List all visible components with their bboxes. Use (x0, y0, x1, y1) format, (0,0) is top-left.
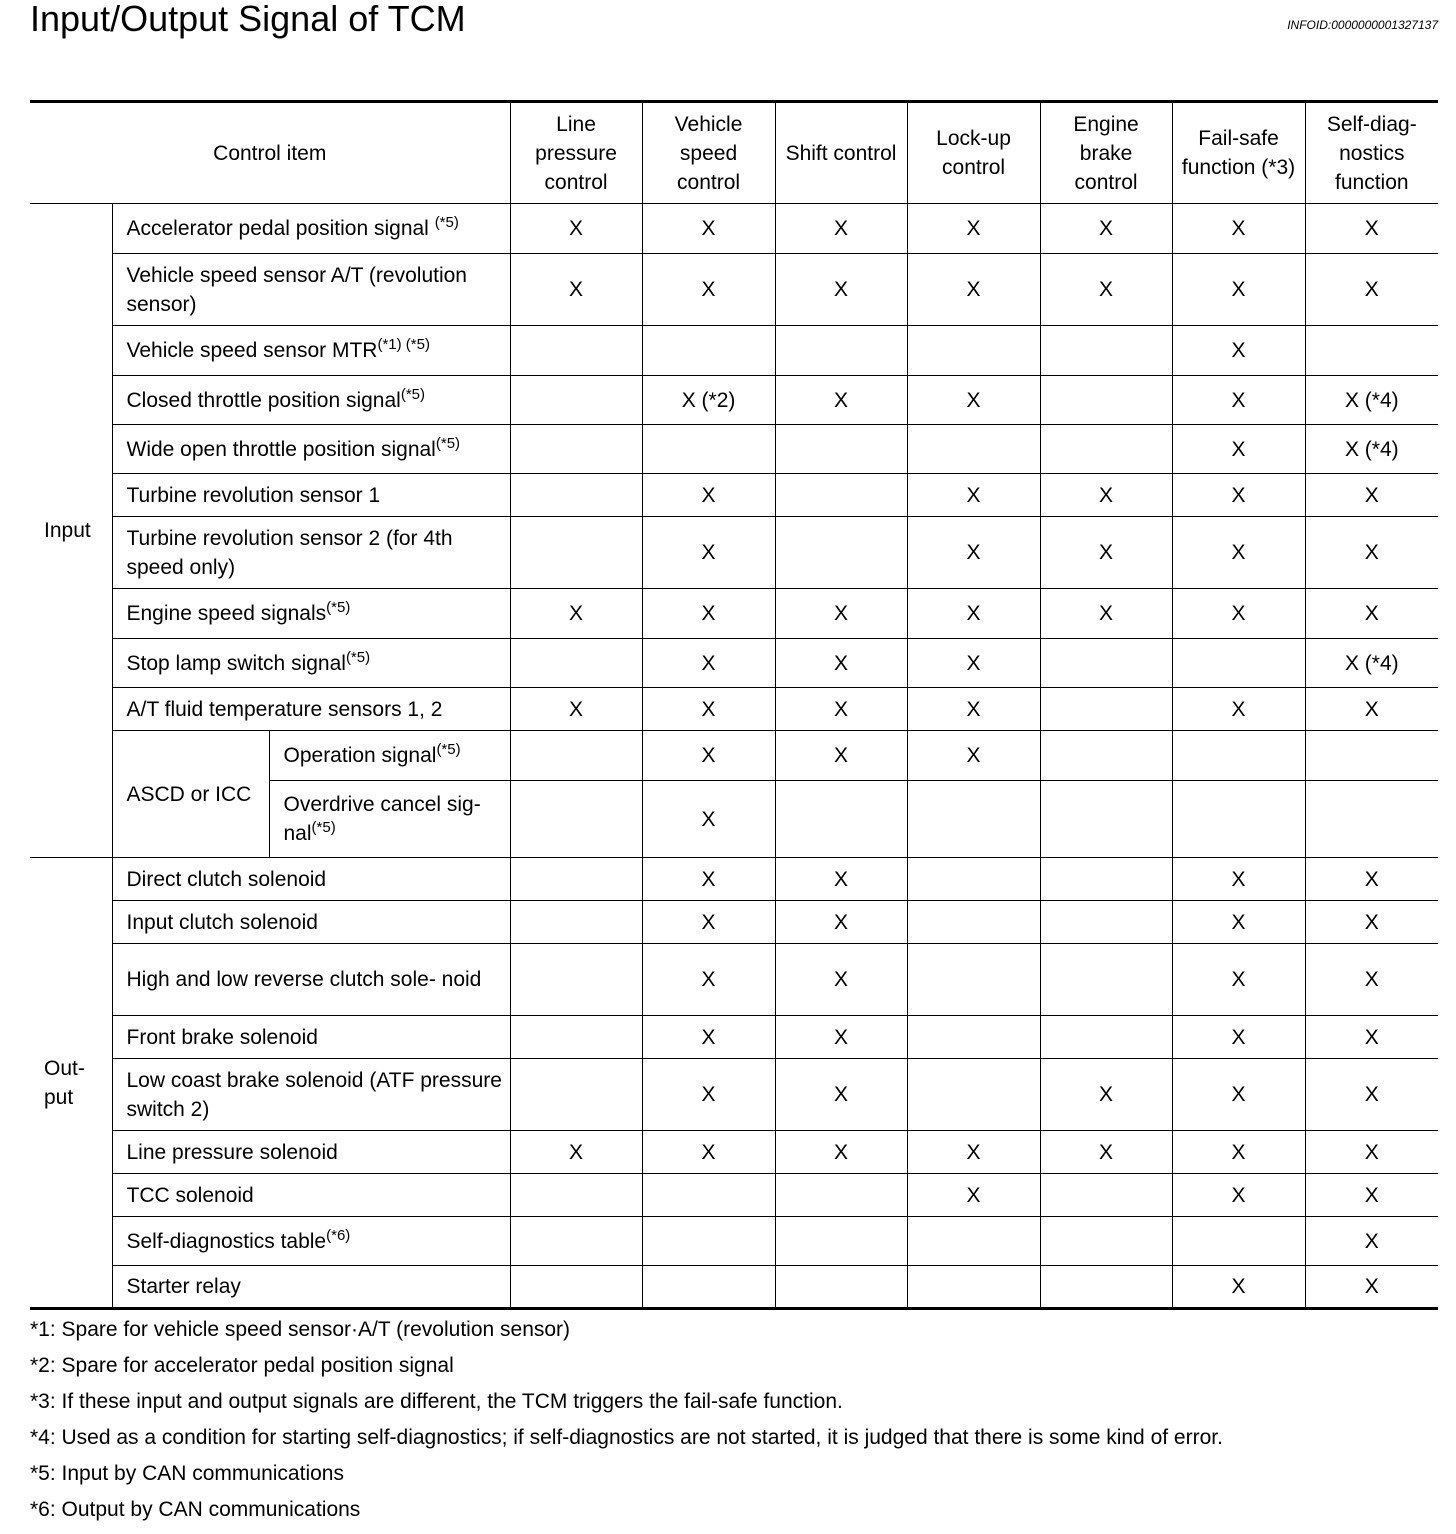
mark-cell: X (510, 254, 642, 326)
mark-cell: X (1172, 1059, 1305, 1131)
mark-cell (775, 474, 907, 517)
table-row (30, 944, 1438, 1016)
mark-cell (510, 858, 642, 901)
mark-cell: X (907, 376, 1040, 425)
table-row (30, 589, 1438, 639)
table-row (30, 688, 1438, 731)
row-label-text: High and low reverse clutch sole- noid (126, 968, 482, 991)
table-row (30, 376, 1438, 425)
mark-cell (907, 326, 1040, 376)
mark-cell (907, 1059, 1040, 1131)
footnote-ref: (*5) (311, 819, 336, 836)
io-signal-table (30, 100, 1438, 1310)
header-shift: Shift control (775, 102, 907, 204)
mark-cell (642, 1266, 775, 1309)
mark-cell (907, 1016, 1040, 1059)
mark-cell: X (642, 1131, 775, 1174)
table-row (30, 425, 1438, 474)
footnote-ref: (*5) (345, 648, 371, 666)
mark-cell: X (642, 944, 775, 1016)
footnote-ref: (*6) (326, 1226, 351, 1244)
table-row (30, 1016, 1438, 1059)
mark-cell (1305, 731, 1438, 781)
mark-cell (1040, 858, 1172, 901)
mark-cell: X (1305, 944, 1438, 1016)
mark-cell: X (775, 901, 907, 944)
mark-cell: X (510, 1131, 642, 1174)
mark-cell (510, 1016, 642, 1059)
table-row (30, 517, 1438, 589)
table-row (30, 204, 1438, 254)
row-label (112, 326, 510, 376)
group-ascd-icc: ASCD or ICC (112, 731, 269, 858)
mark-cell: X (1305, 1016, 1438, 1059)
mark-cell: X (1172, 474, 1305, 517)
row-label-text: Accelerator pedal position signal (126, 217, 435, 240)
mark-cell: X (775, 254, 907, 326)
mark-cell: X (*4) (1305, 425, 1438, 474)
mark-cell: X (642, 731, 775, 781)
footnote: *4: Used as a condition for starting self-diagnostics; if self-diagnostics are not started, it is judged that there is some kind of error. (30, 1426, 1223, 1449)
row-label-text: Operation signal (283, 744, 437, 767)
row-label (112, 944, 510, 1016)
row-label (112, 589, 510, 639)
mark-cell: X (*2) (642, 376, 775, 425)
table-row (30, 731, 1438, 781)
info-id: INFOID:0000000001327137 (1287, 18, 1438, 32)
footnotes (30, 1312, 1223, 1528)
table-row (30, 1217, 1438, 1266)
mark-cell: X (775, 731, 907, 781)
table-row (30, 858, 1438, 901)
mark-cell: X (1172, 517, 1305, 589)
mark-cell (510, 901, 642, 944)
mark-cell (510, 1174, 642, 1217)
footnote: *5: Input by CAN communications (30, 1462, 344, 1485)
row-label (112, 1016, 510, 1059)
row-label-text: Turbine revolution sensor 1 (126, 483, 381, 507)
mark-cell: X (1305, 254, 1438, 326)
header-vehicle-speed: Vehicle speed control (642, 102, 775, 204)
header-line-pressure: Line pressure control (510, 102, 642, 204)
row-label-text: Overdrive cancel sig- nal (283, 793, 481, 845)
mark-cell (1040, 639, 1172, 688)
mark-cell (907, 1266, 1040, 1309)
row-label-text: Low coast brake solenoid (ATF pressure switch 2) (126, 1068, 502, 1121)
mark-cell: X (1040, 1131, 1172, 1174)
mark-cell (775, 781, 907, 858)
mark-cell: X (1172, 1266, 1305, 1309)
mark-cell: X (642, 781, 775, 858)
mark-cell: X (642, 517, 775, 589)
row-label-text: Front brake solenoid (126, 1025, 318, 1049)
mark-cell (1040, 1016, 1172, 1059)
mark-cell (1305, 781, 1438, 858)
mark-cell: X (1040, 254, 1172, 326)
mark-cell: X (907, 731, 1040, 781)
row-label-text: Wide open throttle position signal (126, 437, 436, 461)
footnote-ref: (*5) (400, 385, 425, 403)
mark-cell (907, 858, 1040, 901)
mark-cell: X (907, 688, 1040, 731)
row-label (112, 474, 510, 517)
mark-cell: X (907, 639, 1040, 688)
mark-cell: X (510, 589, 642, 639)
table-row (30, 1059, 1438, 1131)
footnote-ref: (*5) (436, 741, 461, 758)
mark-cell: X (642, 1016, 775, 1059)
row-label (112, 1266, 510, 1309)
mark-cell: X (775, 376, 907, 425)
mark-cell: X (1172, 204, 1305, 254)
mark-cell: X (1172, 326, 1305, 376)
mark-cell: X (1172, 1131, 1305, 1174)
row-label-text: Vehicle speed sensor MTR (126, 339, 378, 362)
mark-cell: X (1040, 204, 1172, 254)
table-row (30, 901, 1438, 944)
mark-cell: X (642, 204, 775, 254)
table-row (30, 254, 1438, 326)
mark-cell: X (1305, 517, 1438, 589)
mark-cell (642, 1217, 775, 1266)
row-label (112, 1059, 510, 1131)
mark-cell: X (1172, 425, 1305, 474)
group-input: Input (30, 204, 112, 858)
mark-cell: X (642, 254, 775, 326)
header-control-item: Control item (30, 102, 510, 204)
mark-cell (1040, 731, 1172, 781)
mark-cell: X (1172, 1016, 1305, 1059)
mark-cell (510, 731, 642, 781)
mark-cell: X (1305, 589, 1438, 639)
row-label-text: Starter relay (126, 1275, 241, 1298)
table-row (30, 326, 1438, 376)
mark-cell: X (642, 1059, 775, 1131)
mark-cell: X (775, 204, 907, 254)
mark-cell: X (642, 639, 775, 688)
footnote-ref: (*5) (434, 214, 459, 231)
mark-cell: X (1305, 1174, 1438, 1217)
mark-cell: X (642, 589, 775, 639)
mark-cell (1040, 688, 1172, 731)
header-lock-up: Lock-up control (907, 102, 1040, 204)
row-label (112, 376, 510, 425)
mark-cell (907, 1217, 1040, 1266)
row-label-text: Turbine revolution sensor 2 (for 4th speed only) (126, 526, 453, 579)
mark-cell: X (1305, 1131, 1438, 1174)
footnote-ref: (*5) (326, 599, 351, 616)
mark-cell: X (907, 1131, 1040, 1174)
mark-cell: X (1305, 1059, 1438, 1131)
mark-cell (642, 1174, 775, 1217)
header-fail-safe: Fail-safe function (*3) (1172, 102, 1305, 204)
mark-cell (1040, 1174, 1172, 1217)
mark-cell (510, 1059, 642, 1131)
mark-cell: X (775, 639, 907, 688)
mark-cell (1172, 731, 1305, 781)
mark-cell: X (1040, 474, 1172, 517)
footnote-ref: (*5) (435, 434, 461, 452)
row-label-text: Line pressure solenoid (126, 1140, 338, 1164)
footnote-ref: (*1) (*5) (377, 336, 430, 353)
mark-cell (1040, 326, 1172, 376)
mark-cell: X (510, 204, 642, 254)
mark-cell (775, 326, 907, 376)
mark-cell (1040, 376, 1172, 425)
table-row (30, 1131, 1438, 1174)
row-label (112, 1131, 510, 1174)
mark-cell: X (1305, 1217, 1438, 1266)
mark-cell (1172, 1217, 1305, 1266)
mark-cell (907, 781, 1040, 858)
row-label (112, 1217, 510, 1266)
mark-cell: X (1172, 901, 1305, 944)
row-label-text: Engine speed signals (126, 602, 327, 625)
header-engine-brake: Engine brake control (1040, 102, 1172, 204)
table-row (30, 1174, 1438, 1217)
mark-cell: X (*4) (1305, 639, 1438, 688)
table-row (30, 639, 1438, 688)
mark-cell (510, 781, 642, 858)
mark-cell: X (642, 901, 775, 944)
mark-cell: X (775, 1131, 907, 1174)
mark-cell: X (1172, 858, 1305, 901)
mark-cell (1040, 1217, 1172, 1266)
mark-cell: X (1172, 589, 1305, 639)
header-row (30, 102, 1438, 204)
mark-cell: X (1305, 858, 1438, 901)
mark-cell (510, 326, 642, 376)
mark-cell: X (1305, 204, 1438, 254)
row-label (112, 858, 510, 901)
header-self-diag: Self-diag- nostics function (1305, 102, 1438, 204)
row-label-text: Self-diagnostics table (126, 1229, 327, 1253)
mark-cell (510, 517, 642, 589)
mark-cell (1040, 901, 1172, 944)
row-label-text: Closed throttle position signal (126, 388, 401, 412)
row-label-text: A/T fluid temperature sensors 1, 2 (126, 697, 443, 721)
mark-cell (510, 1217, 642, 1266)
mark-cell (510, 376, 642, 425)
mark-cell: X (1172, 1174, 1305, 1217)
mark-cell (775, 1217, 907, 1266)
mark-cell: X (510, 688, 642, 731)
mark-cell (775, 425, 907, 474)
mark-cell: X (907, 517, 1040, 589)
mark-cell: X (775, 944, 907, 1016)
mark-cell (1040, 781, 1172, 858)
mark-cell (1040, 944, 1172, 1016)
mark-cell: X (907, 1174, 1040, 1217)
mark-cell (1172, 781, 1305, 858)
mark-cell (775, 1174, 907, 1217)
mark-cell (642, 425, 775, 474)
table-row (30, 1266, 1438, 1309)
mark-cell (775, 1266, 907, 1309)
mark-cell: X (1040, 517, 1172, 589)
mark-cell (775, 517, 907, 589)
row-label (112, 254, 510, 326)
row-label (112, 425, 510, 474)
row-label-text: Vehicle speed sensor A/T (revolution sensor) (126, 263, 467, 316)
row-label (112, 639, 510, 688)
mark-cell (510, 944, 642, 1016)
mark-cell: X (1305, 1266, 1438, 1309)
mark-cell: X (1172, 688, 1305, 731)
mark-cell: X (1172, 376, 1305, 425)
mark-cell (907, 425, 1040, 474)
mark-cell: X (1172, 944, 1305, 1016)
mark-cell: X (775, 1059, 907, 1131)
row-label (112, 204, 510, 254)
row-label-text: TCC solenoid (126, 1183, 254, 1207)
mark-cell: X (1040, 1059, 1172, 1131)
mark-cell: X (775, 688, 907, 731)
mark-cell: X (775, 1016, 907, 1059)
mark-cell (1040, 1266, 1172, 1309)
mark-cell (1040, 425, 1172, 474)
mark-cell: X (1305, 901, 1438, 944)
group-output: Out- put (30, 858, 112, 1309)
mark-cell (510, 425, 642, 474)
row-label (112, 1174, 510, 1217)
footnote: *6: Output by CAN communications (30, 1498, 361, 1521)
mark-cell (510, 1266, 642, 1309)
mark-cell: X (907, 254, 1040, 326)
mark-cell: X (907, 589, 1040, 639)
mark-cell (907, 901, 1040, 944)
mark-cell: X (775, 589, 907, 639)
mark-cell: X (1172, 254, 1305, 326)
mark-cell: X (642, 688, 775, 731)
mark-cell (907, 944, 1040, 1016)
mark-cell: X (1305, 688, 1438, 731)
mark-cell: X (1305, 474, 1438, 517)
footnote: *2: Spare for accelerator pedal position signal (30, 1354, 454, 1377)
mark-cell: X (775, 858, 907, 901)
row-label (269, 781, 510, 858)
mark-cell: X (1040, 589, 1172, 639)
mark-cell: X (642, 474, 775, 517)
mark-cell (642, 326, 775, 376)
mark-cell: X (907, 474, 1040, 517)
row-label-text: Input clutch solenoid (126, 910, 318, 934)
mark-cell: X (*4) (1305, 376, 1438, 425)
row-label-text: Stop lamp switch signal (126, 651, 346, 675)
row-label (112, 517, 510, 589)
mark-cell (1305, 326, 1438, 376)
mark-cell (510, 474, 642, 517)
mark-cell: X (907, 204, 1040, 254)
footnote: *1: Spare for vehicle speed sensor·A/T (revolution sensor) (30, 1318, 571, 1341)
row-label (112, 901, 510, 944)
page-title: Input/Output Signal of TCM (30, 0, 466, 39)
table-row (30, 474, 1438, 517)
mark-cell (1172, 639, 1305, 688)
footnote: *3: If these input and output signals are different, the TCM triggers the fail-safe function. (30, 1390, 843, 1413)
mark-cell (510, 639, 642, 688)
mark-cell: X (642, 858, 775, 901)
row-label-text: Direct clutch solenoid (126, 867, 327, 891)
row-label (112, 688, 510, 731)
row-label (269, 731, 510, 781)
